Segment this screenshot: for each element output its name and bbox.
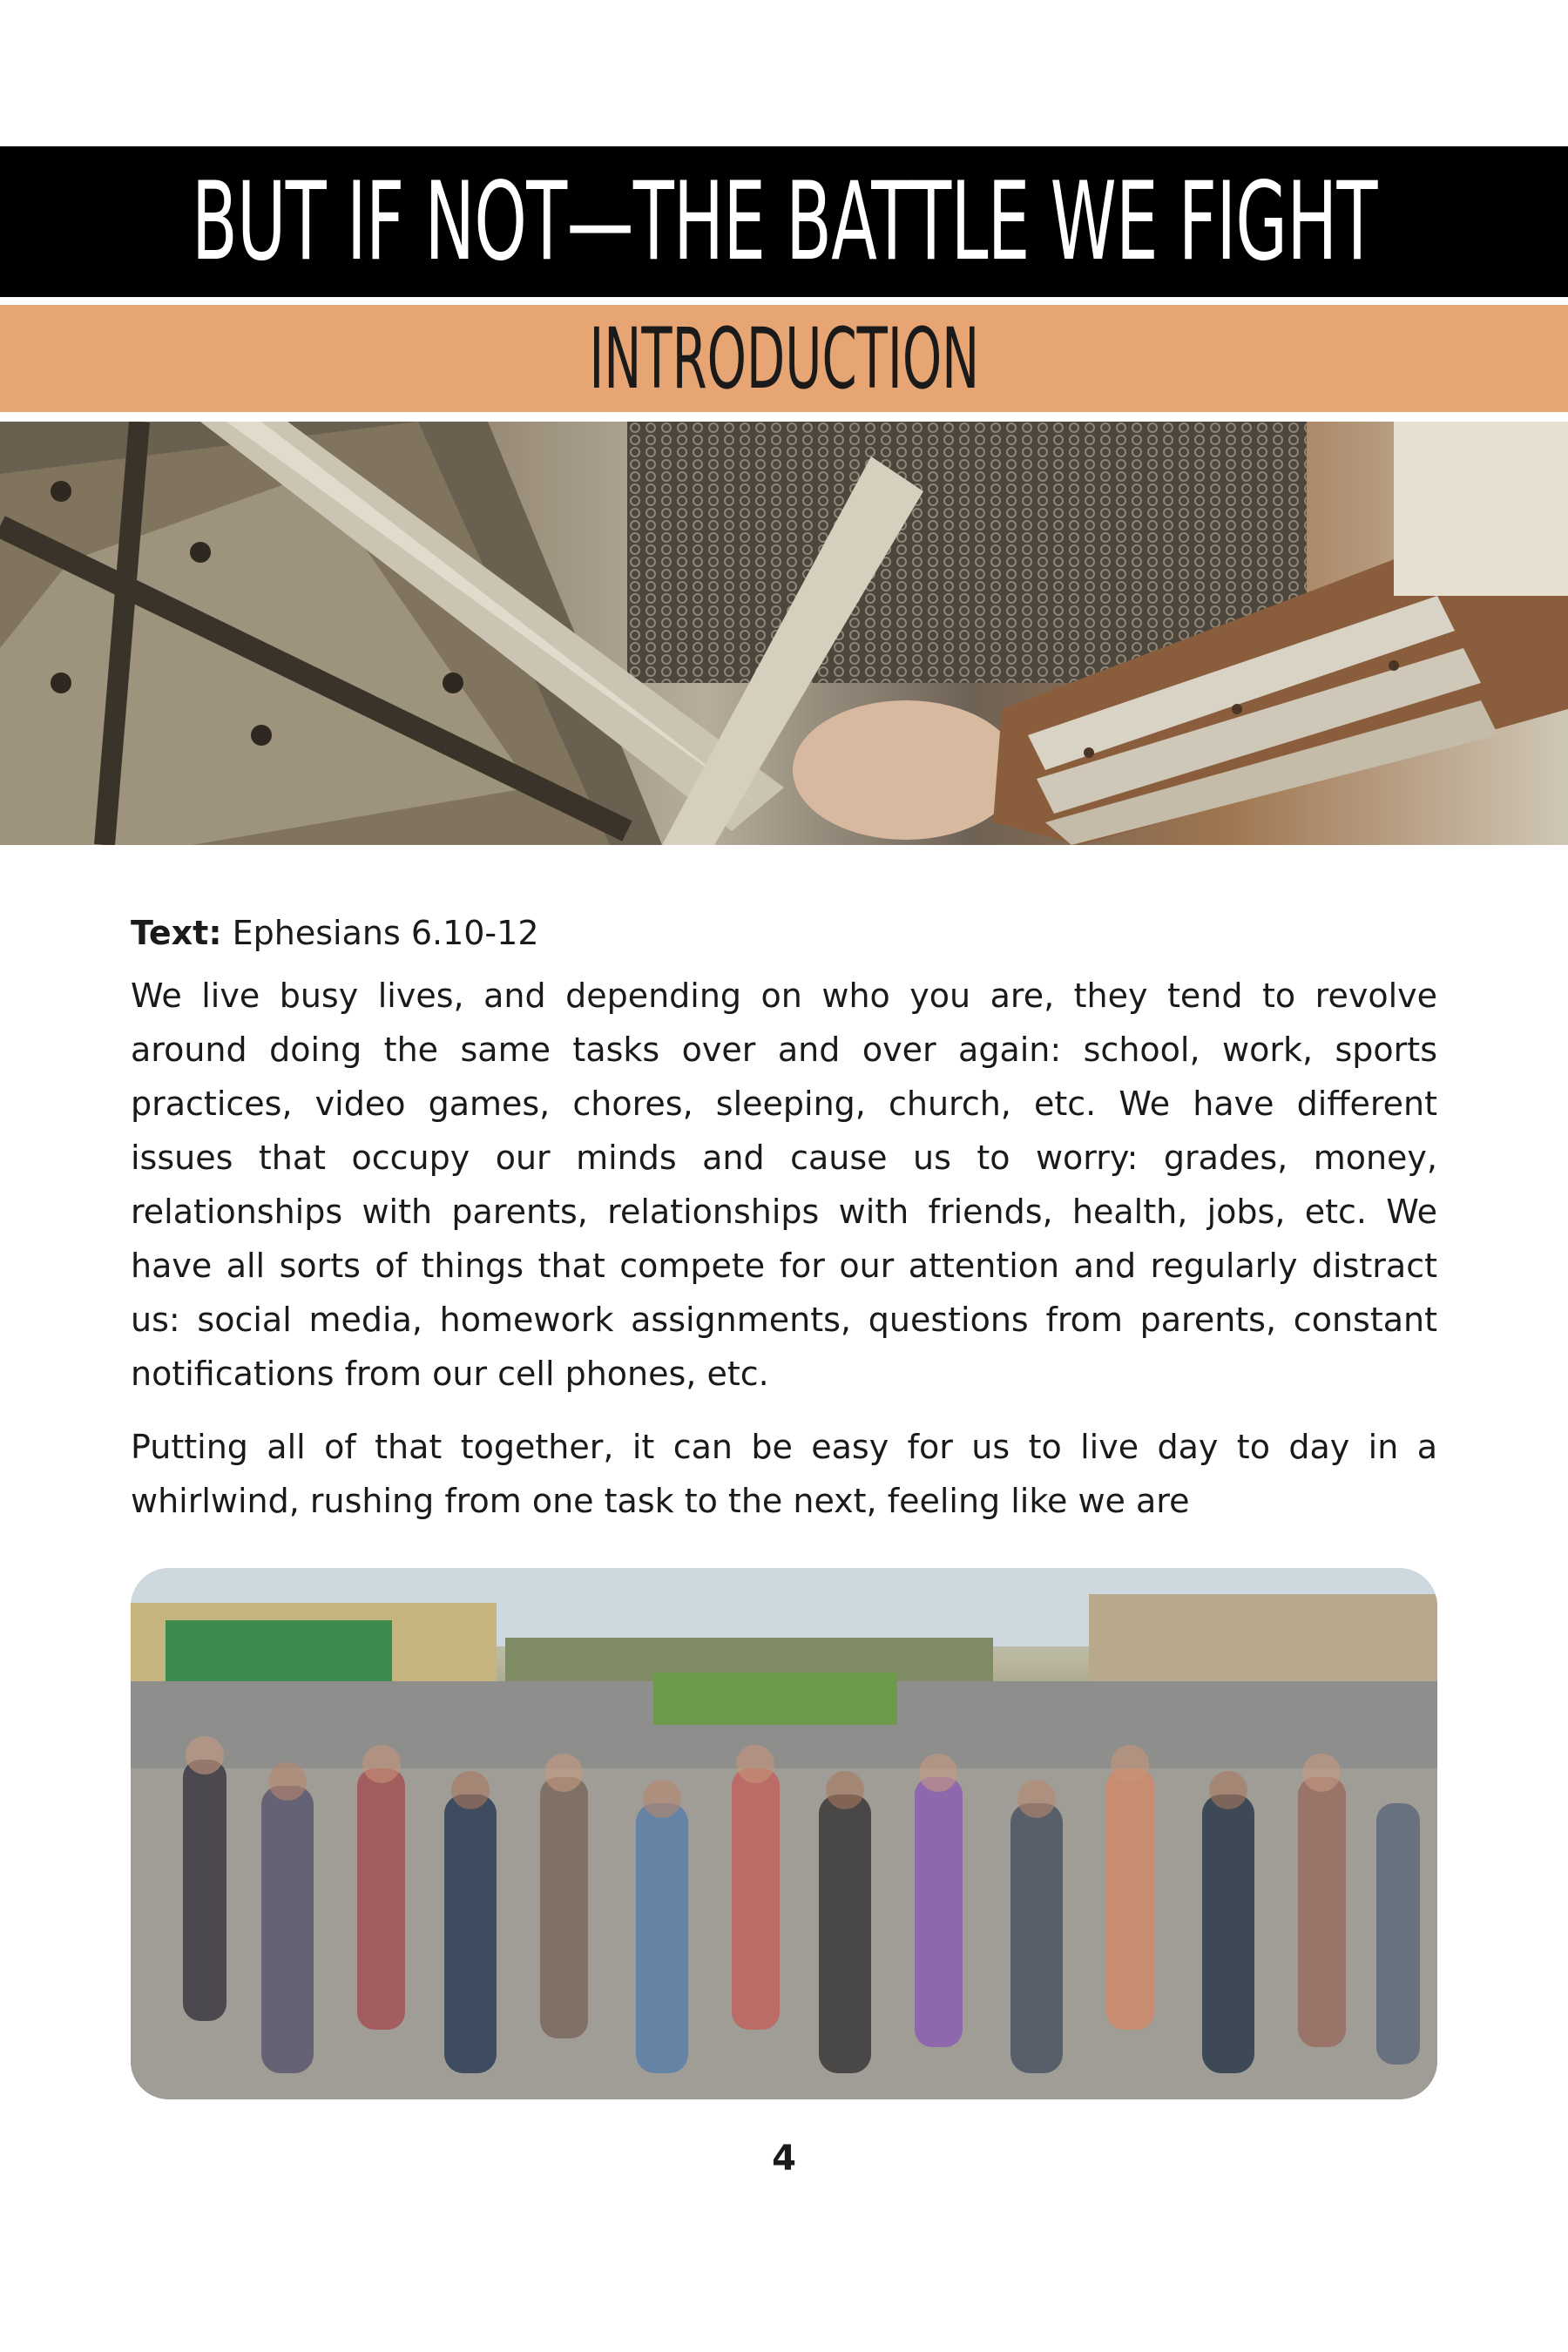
title-banner xyxy=(0,146,1568,297)
scripture-label: Text: xyxy=(131,914,222,952)
page-title: BUT IF NOT—THE BATTLE WE FIGHT xyxy=(191,159,1377,285)
crowd-image xyxy=(131,1568,1437,2099)
paragraph-2: Putting all of that together, it can be easy for us to live day to day in a whirlwind, rushing from one task to the next, feeling like we are xyxy=(131,1428,1437,1520)
crowd-illustration xyxy=(131,1568,1437,2099)
scripture-reference xyxy=(131,906,1437,960)
section-banner xyxy=(0,305,1568,412)
page-number: 4 xyxy=(772,2139,796,2179)
section-title: INTRODUCTION xyxy=(589,309,979,408)
hero-image-armor xyxy=(0,422,1568,845)
paragraph-1: We live busy lives, and depending on who you are, they tend to revolve around doing the same tasks over and over again: school, work, sports practices, video games, chores, sleeping, church, etc. We have different issues that occupy our minds and cause us to worry: grades, money, relationships with parents, relationships with friends, health, jobs, etc. We have all sorts of things that compete for our attention and regularly distract us: social media, homework assignments, questions from parents, constant notifications from our cell phones, etc. xyxy=(131,977,1437,1393)
armor-illustration xyxy=(0,422,1568,845)
scripture-passage: Ephesians 6.10-12 xyxy=(232,914,539,952)
body-text xyxy=(131,906,1437,1528)
